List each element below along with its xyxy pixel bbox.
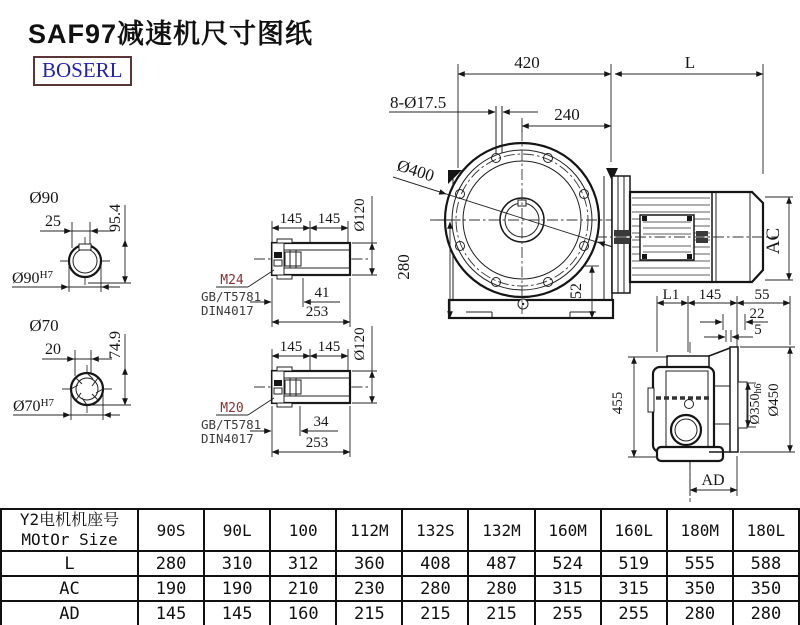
dia-label: Ø120 (352, 327, 368, 361)
table-cell: 210 (270, 576, 336, 601)
table-cell: 190 (204, 576, 270, 601)
table-cell: 145 (138, 601, 204, 625)
table-cell: 190 (138, 576, 204, 601)
table-cell: 280 (468, 576, 534, 601)
dia-label: Ø90 (29, 188, 59, 207)
width-label: 420 (514, 53, 540, 72)
col-header: 112M (336, 509, 402, 551)
table-cell: 280 (667, 601, 733, 625)
brand-logo: BOSERL (33, 56, 132, 86)
table-cell: 312 (270, 551, 336, 576)
bore-label: $Ø70^{H7}$ (13, 397, 55, 415)
col-header: 90L (204, 509, 270, 551)
thread-label: M24 (220, 273, 244, 288)
table-cell: 519 (601, 551, 667, 576)
table-cell: 215 (336, 601, 402, 625)
table-row-L (1, 551, 799, 576)
len-label: 145 (279, 211, 303, 227)
col-header: 132M (468, 509, 534, 551)
bore-label: $Ø90^{H7}$ (12, 269, 54, 287)
holes-label: 8-Ø17.5 (390, 93, 447, 112)
table-cell: 280 (402, 576, 468, 601)
thread-label: M20 (220, 401, 244, 416)
table-cell: 588 (733, 551, 799, 576)
motor-size-table (0, 508, 800, 625)
row-label: AD (1, 601, 138, 625)
row-label: AC (1, 576, 138, 601)
len-label: 145 (279, 339, 303, 355)
table-cell: 487 (468, 551, 534, 576)
header-en: MOtOr Size (21, 530, 118, 549)
dia-label: Ø70 (29, 316, 59, 335)
table-header-row (1, 509, 799, 551)
ad-label: AD (701, 472, 725, 489)
header-cn: Y2电机机座号 (19, 510, 120, 529)
table-cell: 315 (601, 576, 667, 601)
table-row-AC (1, 576, 799, 601)
standard-label: DIN4017 (201, 431, 254, 446)
mid-145-label: 145 (698, 287, 722, 303)
row-label: L (1, 551, 138, 576)
height-label: 74.9 (107, 331, 124, 359)
key-width-label: 20 (45, 341, 61, 358)
key-width-label: 25 (45, 213, 61, 230)
center-height-label: 280 (394, 254, 413, 280)
pilot-dia-label: Ø350h6 (748, 383, 764, 425)
table-cell: 215 (402, 601, 468, 625)
length-label: 253 (305, 435, 329, 451)
table-cell: 280 (733, 601, 799, 625)
col-header: 132S (402, 509, 468, 551)
table-header-cell (1, 509, 138, 551)
side-height-label: 455 (610, 391, 626, 415)
hollow-shaft-detail-m20 (201, 326, 377, 457)
standard-label: DIN4017 (201, 303, 254, 318)
d22-label: 22 (749, 306, 765, 322)
height-label: 95.4 (107, 204, 124, 232)
shaft-section-70 (13, 316, 131, 420)
motor-length-label: L (684, 53, 696, 72)
table-cell: 310 (204, 551, 270, 576)
d5-label: 5 (754, 322, 762, 338)
col-header: 160M (535, 509, 601, 551)
bottom-offset-label: 52 (568, 283, 585, 299)
table-cell: 350 (733, 576, 799, 601)
flange-dia-label: Ø400 (394, 155, 437, 186)
motor-height-label: AC (763, 227, 784, 255)
col-header: 160L (601, 509, 667, 551)
col-header: 100 (270, 509, 336, 551)
table-cell: 315 (535, 576, 601, 601)
table-cell: 230 (336, 576, 402, 601)
shaft-section-90 (12, 188, 131, 292)
table-cell: 145 (204, 601, 270, 625)
standard-label: GB/T5781 (201, 417, 262, 432)
length-label: 253 (305, 304, 329, 320)
depth-label: 41 (314, 285, 330, 301)
table-cell: 255 (535, 601, 601, 625)
standard-label: GB/T5781 (201, 289, 262, 304)
col-header: 180M (667, 509, 733, 551)
table-cell: 360 (336, 551, 402, 576)
table-cell: 555 (667, 551, 733, 576)
d55-label: 55 (754, 287, 770, 303)
table-cell: 408 (402, 551, 468, 576)
hollow-shaft-detail-m24 (201, 196, 377, 327)
side-view (610, 287, 795, 502)
len-label: 145 (317, 211, 341, 227)
hole-span-label: 240 (554, 105, 580, 124)
l1-label: L1 (662, 287, 680, 303)
table-row-AD (1, 601, 799, 625)
table-cell: 350 (667, 576, 733, 601)
table-cell: 255 (601, 601, 667, 625)
table-cell: 524 (535, 551, 601, 576)
col-header: 180L (733, 509, 799, 551)
table-cell: 160 (270, 601, 336, 625)
table-cell: 280 (138, 551, 204, 576)
page-title: SAF97减速机尺寸图纸 (28, 19, 314, 49)
table-cell: 215 (468, 601, 534, 625)
len-label: 145 (317, 339, 341, 355)
motor (596, 176, 793, 293)
col-header: 90S (138, 509, 204, 551)
depth-label: 34 (313, 414, 329, 430)
dia-label: Ø120 (352, 198, 368, 232)
flange-dia-label: Ø450 (766, 383, 782, 417)
